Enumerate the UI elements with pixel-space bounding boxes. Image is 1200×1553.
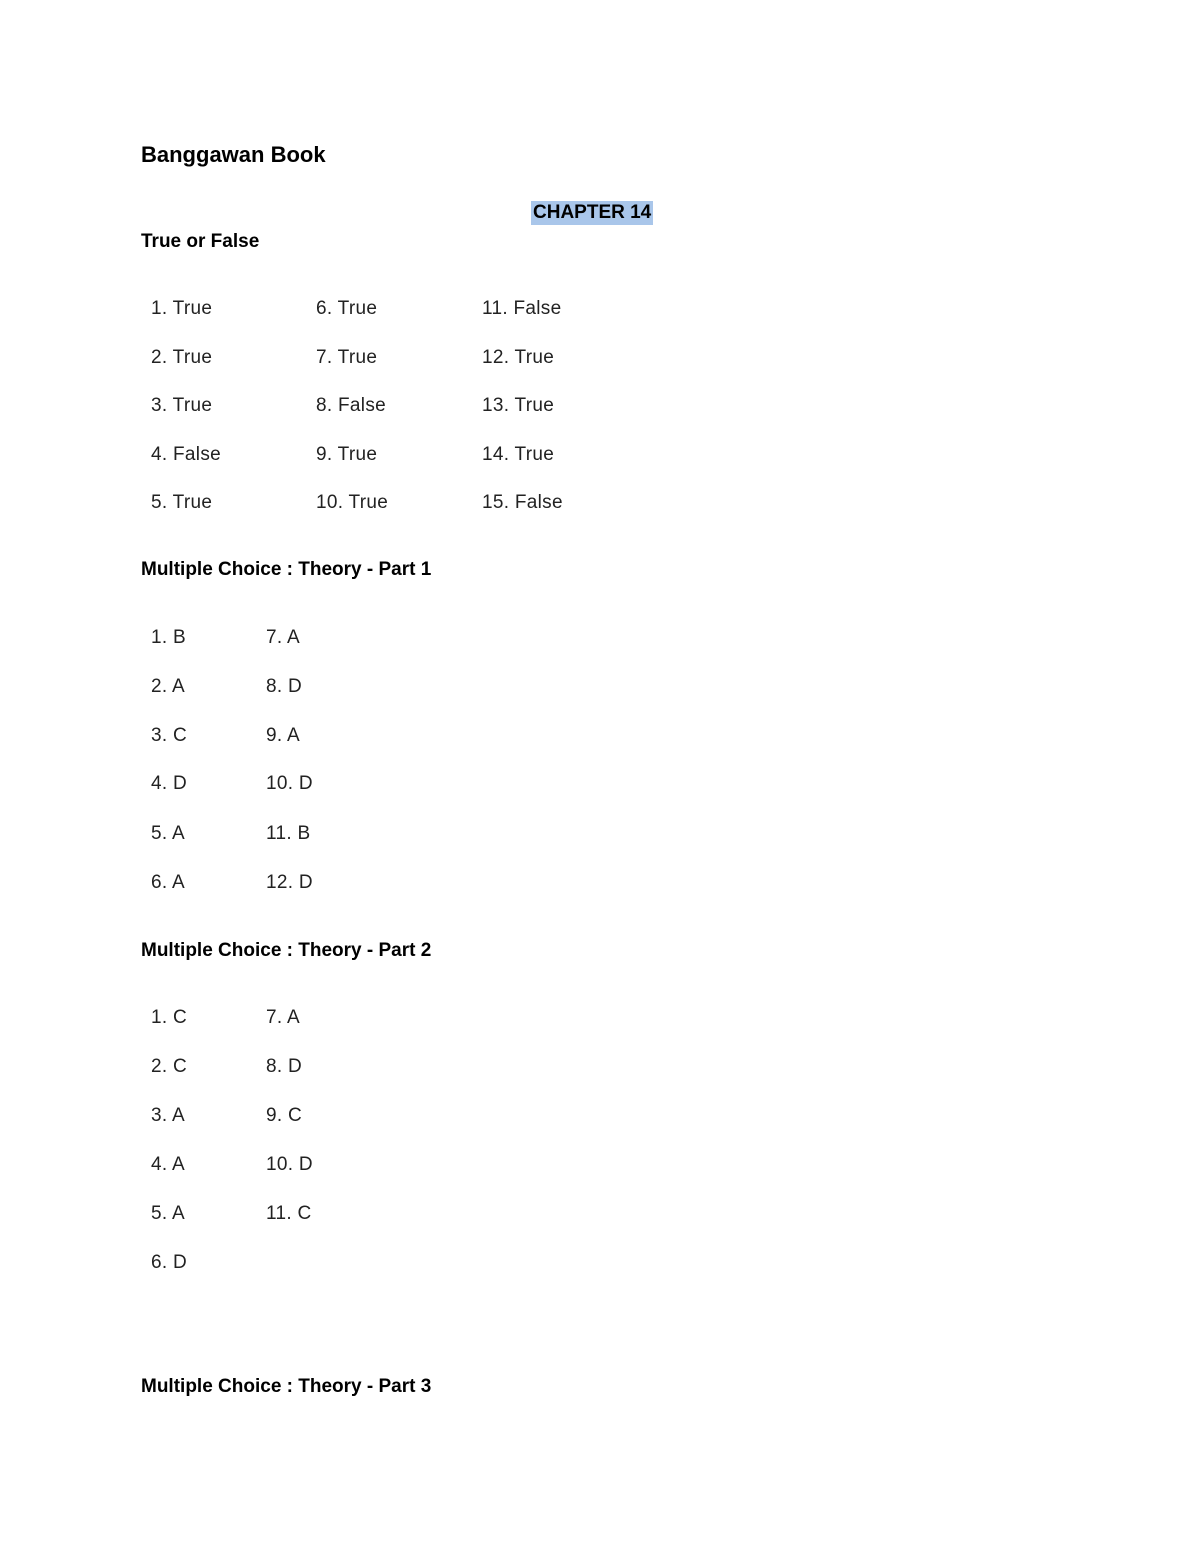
answer-item: 6. D bbox=[151, 1252, 188, 1273]
answer-item: 8. D bbox=[266, 676, 303, 697]
answer-item: 3. C bbox=[151, 725, 188, 746]
answer-item: 7. True bbox=[316, 347, 378, 368]
answer-item: 8. D bbox=[266, 1056, 303, 1077]
answer-item: 1. C bbox=[151, 1007, 188, 1028]
answer-item: 9. C bbox=[266, 1105, 303, 1126]
answer-item: 6. True bbox=[316, 298, 378, 319]
answer-item: 2. C bbox=[151, 1056, 188, 1077]
answer-item: 9. True bbox=[316, 444, 378, 465]
answer-item: 11. B bbox=[266, 823, 311, 844]
answer-item: 5. A bbox=[151, 1203, 185, 1224]
answer-item: 14. True bbox=[482, 444, 555, 465]
answer-item: 3. True bbox=[151, 395, 213, 416]
answer-item: 11. C bbox=[266, 1203, 312, 1224]
answer-item: 5. A bbox=[151, 823, 185, 844]
answer-item: 11. False bbox=[482, 298, 562, 319]
answer-item: 5. True bbox=[151, 492, 213, 513]
answer-item: 4. False bbox=[151, 444, 221, 465]
answer-item: 2. True bbox=[151, 347, 213, 368]
section-heading-mc-part-3: Multiple Choice : Theory - Part 3 bbox=[141, 1376, 432, 1397]
chapter-heading: CHAPTER 14 bbox=[533, 202, 652, 223]
answer-item: 1. B bbox=[151, 627, 186, 648]
document-title: Banggawan Book bbox=[141, 142, 326, 167]
answer-item: 7. A bbox=[266, 1007, 300, 1028]
answer-item: 7. A bbox=[266, 627, 300, 648]
answer-item: 6. A bbox=[151, 872, 185, 893]
answer-item: 1. True bbox=[151, 298, 213, 319]
answer-item: 10. D bbox=[266, 773, 313, 794]
answer-item: 10. True bbox=[316, 492, 389, 513]
section-heading-mc-part-1: Multiple Choice : Theory - Part 1 bbox=[141, 559, 432, 580]
answer-item: 12. D bbox=[266, 872, 313, 893]
answer-item: 13. True bbox=[482, 395, 555, 416]
answer-item: 12. True bbox=[482, 347, 555, 368]
answer-item: 4. A bbox=[151, 1154, 185, 1175]
section-heading-mc-part-2: Multiple Choice : Theory - Part 2 bbox=[141, 940, 432, 961]
answer-item: 9. A bbox=[266, 725, 300, 746]
answer-item: 15. False bbox=[482, 492, 563, 513]
section-heading-true-or-false: True or False bbox=[141, 231, 260, 252]
answer-item: 2. A bbox=[151, 676, 185, 697]
answer-item: 10. D bbox=[266, 1154, 313, 1175]
answer-item: 8. False bbox=[316, 395, 386, 416]
answer-item: 4. D bbox=[151, 773, 188, 794]
answer-item: 3. A bbox=[151, 1105, 185, 1126]
